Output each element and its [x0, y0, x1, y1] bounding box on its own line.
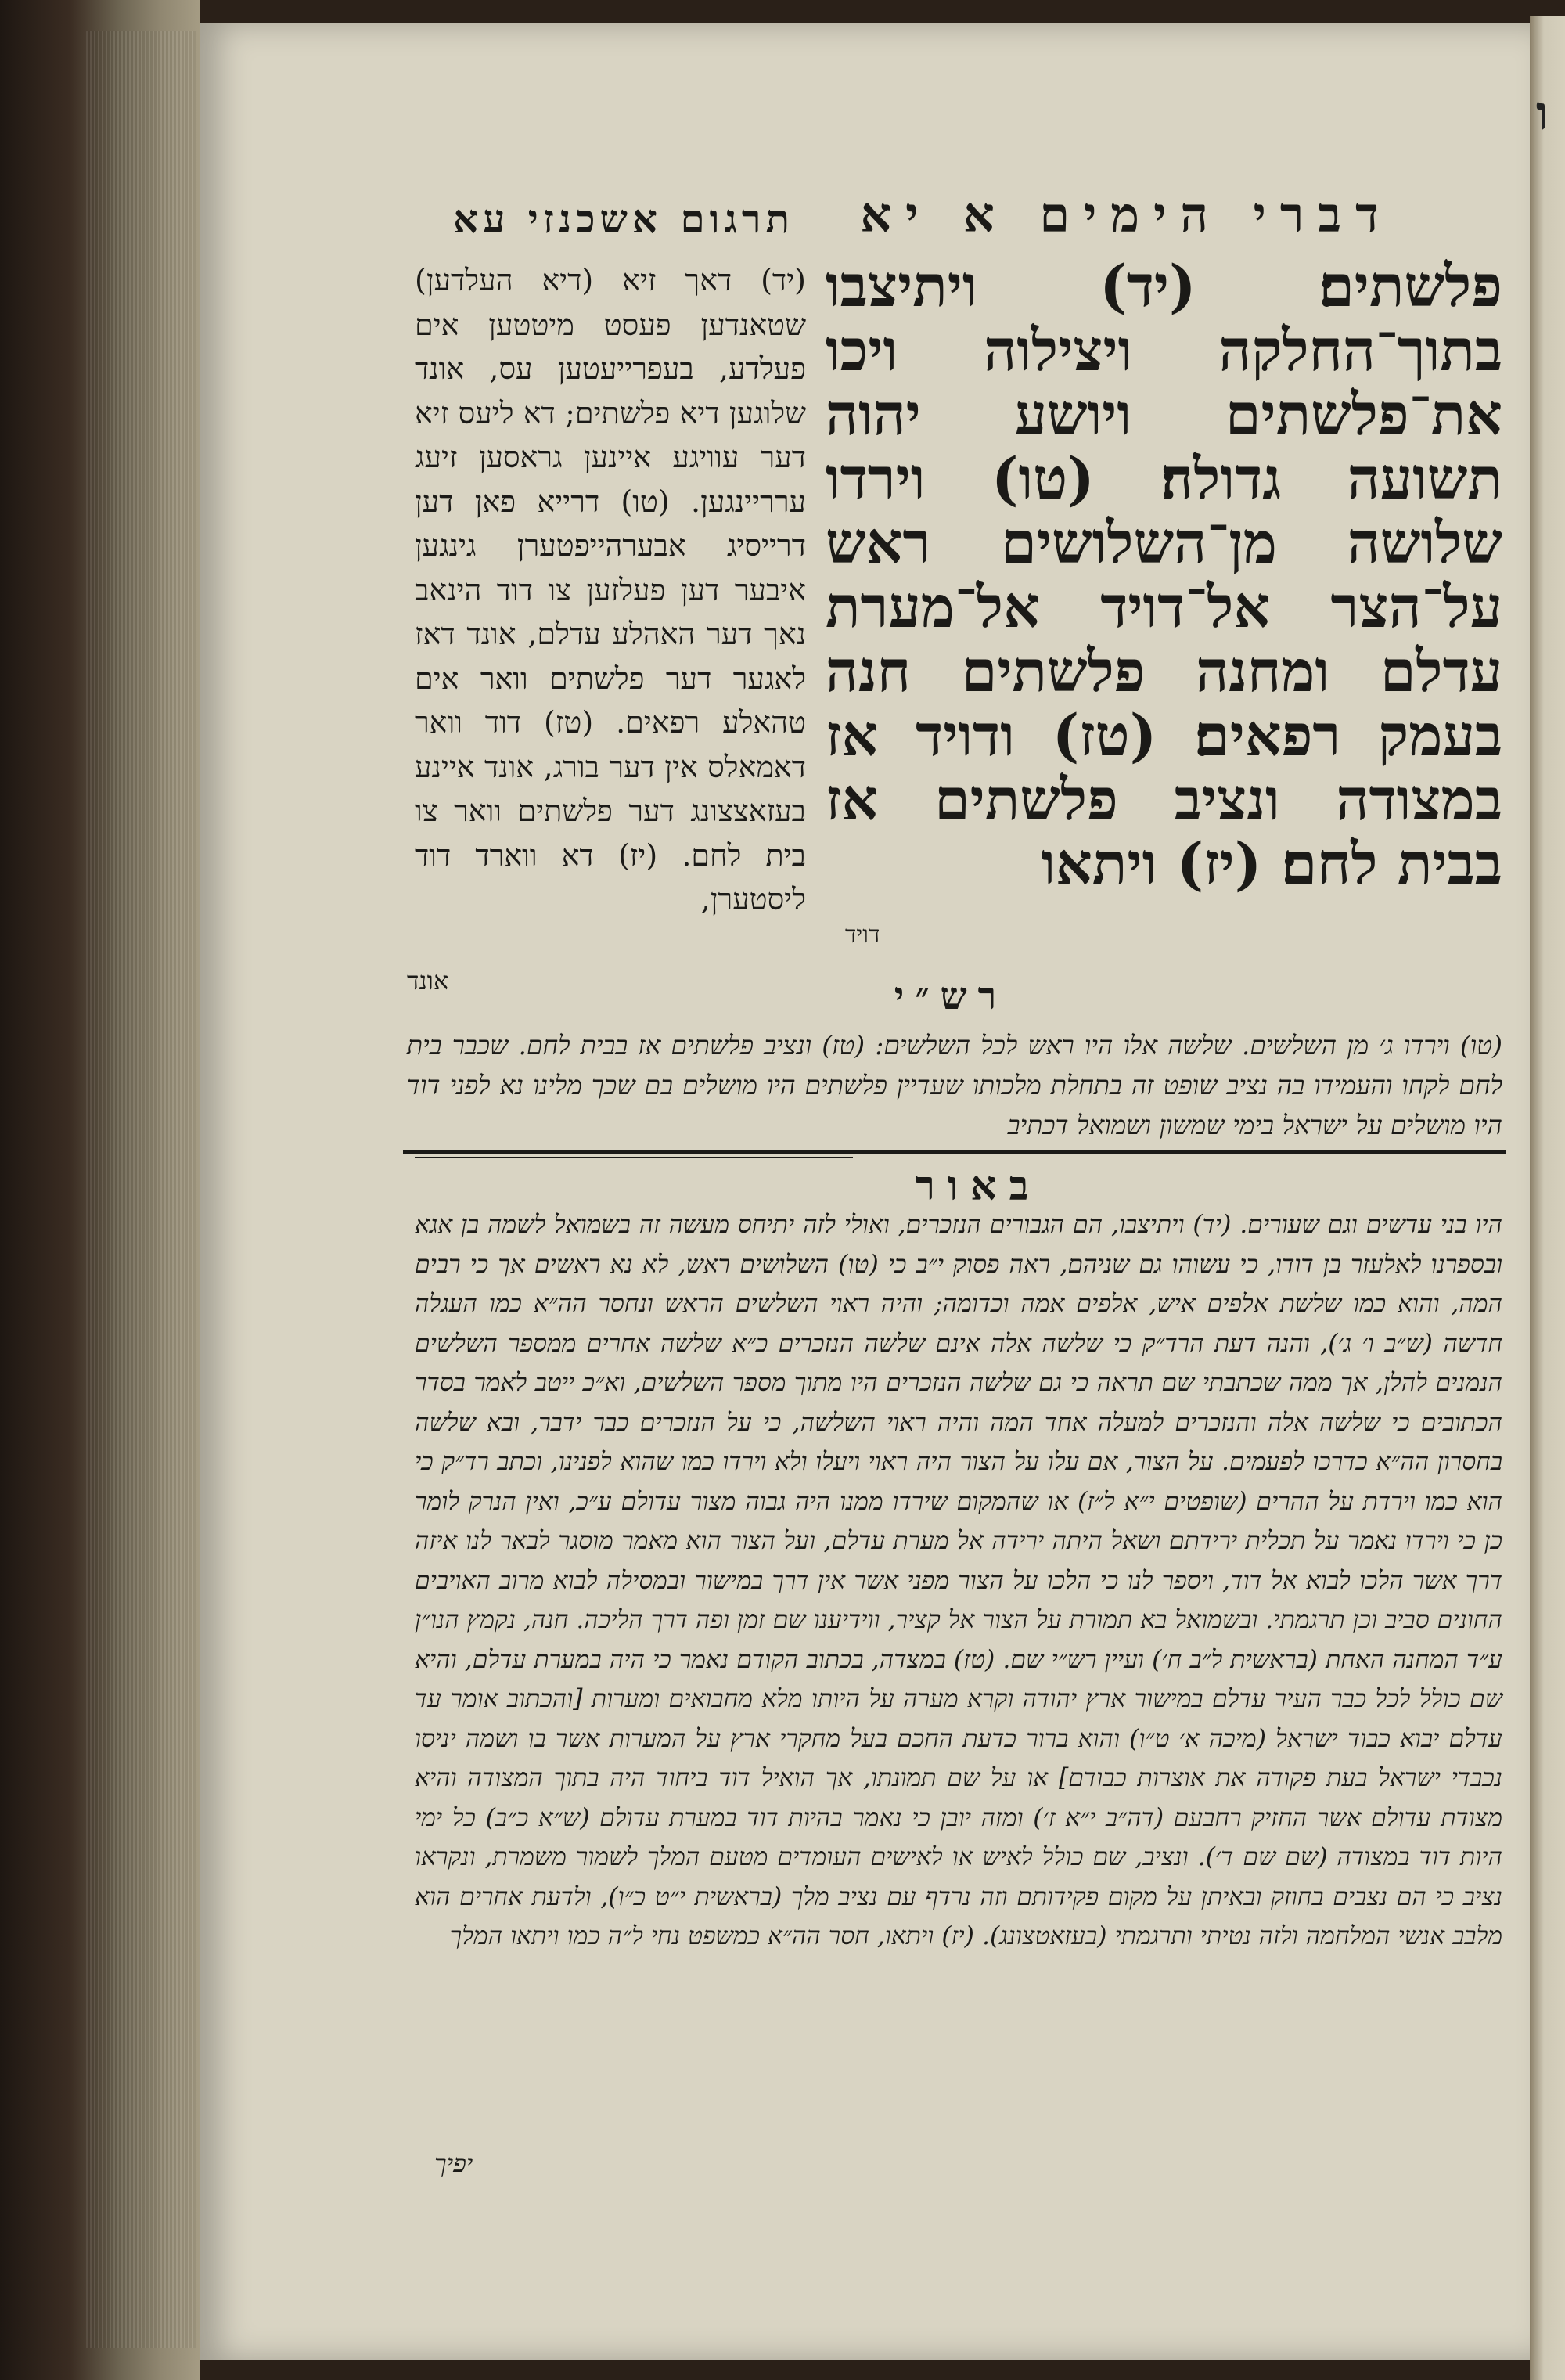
- section-divider-thin: [415, 1157, 853, 1158]
- page-header-book-title: דברי הימים א יא: [860, 186, 1393, 243]
- catchword-side: אונד: [407, 966, 449, 996]
- main-hebrew-text: פלשתים׃ (יד) ויתיצבו בתוך־החלקה ויצילוה ויכו את־פלשתים ויושע יהוה תשועה גדולה׃ (טו) וירדו שלושה מן־השלושים ראש על־הצר אל־דויד אל־מערת עדלם ומחנה פלשתים חנה בעמק רפאים׃ (טז) ודויד אז במצודה ונציב פלשתים אז בבית לחם׃ (יז) ויתאו: [826, 253, 1502, 898]
- biur-heading: באור: [915, 1162, 1042, 1210]
- book-page-edges: [0, 0, 200, 2380]
- biur-commentary: היו בני עדשים וגם שעורים. (יד) ויתיצבו, הם הגבורים הנזכרים, ואולי לזה יתיחס מעשה זה בשמואל לשמה בן אגא ובספרנו לאלעזר בן דודו, כי עשוהו גם שניהם, ראה פסוק י״ב כי (טו) השלושים ראש, לא נא ראשים אך כי רבים המה, והוא כמו שלשת אלפים איש, אלפים אמה וכדומה; והיה ראוי השלשים הראש ונחסר הה״א כמו העגלה חדשה (ש״ב ו׳ ג׳), והנה דעת הרד״ק כי שלשה אלה אינם שלשה הנזכרים כ״א שלשה אחרים ממספר השלשים הנמנים להלן, אך ממה שכתבתי שם תראה כי גם שלשה הנזכרים היו מתוך מספר השלשים, וא״כ ייטב לאמר בסדר הכתובים כי שלשה אלה והנזכרים למעלה אחד המה והיה ראוי השלשה, כי על הנזכרים כבר ידבר, ובא שלשה בחסרון הה״א כדרכו לפעמים. על הצור, אם עלו על הצור היה ראוי ויעלו ולא וירדו כמו שהוא לפנינו, וכתב רד״ק כי הוא כמו וירדת על ההרים (שופטים י״א ל״ז) או שהמקום שירדו ממנו היה גבוה מצור עדולם ע״כ, ואין הנרק לומר כן כי וירדו נאמר על תכלית ירידתם ושאל היתה ירידה אל מערת עדלם, ועל הצור הוא מאמר מוסגר לבאר לנו איזה דרך אשר הלכו לבוא אל דוד, ויספר לנו כי הלכו על הצור מפני אשר אין דרך במישור ובמסילה לבוא מרוב האויבים החונים סביב וכן תרגמתי. ובשמואל בא תמורת על הצור אל קציר, ווידיענו שם זמן ופה דרך הליכה. חנה, נקמץ הנו״ן ע״ד המחנה האחת (בראשית ל״ב ח׳) ועיין רש״י שם. (טז) במצדה, בכתוב הקודם נאמר כי היה במערת עדלם, והיא שם כולל לכל כבר העיר עדלם במישור ארץ יהודה וקרא מערה על היותו מלא מחבואים ומערות [והכתוב אומר עד עדלם יבוא כבוד ישראל (מיכה א׳ ט״ו) והוא ברור כדעת החכם בעל מחקרי ארץ על המערות אשר בו ושמה יניסו נכבדי ישראל בעת פקודה את אוצרות כבודם] או על שם תמונתו, אך הואיל דוד ביחוד היה בתוך המצודה והיא מצודת עדולם אשר החזיק רחבעם (דה״ב י״א ז׳) ומזה יובן כי נאמר בהיות דוד במערת עדולם (ש״א כ״ב) כל ימי היות דוד במצודה (שם שם ד׳). ונציב, שם כולל לאיש או לאישים העומדים מטעם המלך לשמור משמרת, ונקראו נציב כי הם נצבים בחוזק ובאיתן על מקום פקידותם וזה נרדף עם נציב מלך (בראשית י״ט כ״ו), ולדעת אחרים הוא מלבב אנשי המלחמה ולזה נטיתי ותרגמתי (בעזאטצונג). (יז) ויתאו, חסר הה״א כמשפט נחי ל״ה כמו ויתאו המלך: [415, 1211, 1502, 1950]
- german-translation-column: (יד) דאך זיא (דיא העלדען) שטאנדען פעסט מיטטען אים פעלדע, בעפרייעטען עס, אונד שלוגען דיא פלשתים; דא ליעס זיא דער עוויגע איינען גראסען זיעג ערריינגען. (טו) דרייא פאן דען דרייסיג אבערהייפטערן גינגען איבער דען פעלזען צו דוד הינאב נאך דער האהלע עדלם, אונד דאז לאגער דער פלשתים וואר אים טהאלע רפאים. (טז) דוד וואר דאמאלס אין דער בורג, אונד איינע בעזאצצונג דער פלשתים וואר צו בית לחם. (יז) דא ווארד דוד ליסטערן,: [415, 263, 806, 916]
- page-header-translation-title: תרגום אשכנזי עא: [452, 196, 794, 242]
- section-divider: [403, 1150, 1506, 1154]
- rashi-heading: רש״י: [894, 974, 1008, 1018]
- catchword-main: דויד: [845, 921, 880, 949]
- catchword-biur: יפיך: [434, 2148, 473, 2178]
- next-page-glyph: ו: [1536, 86, 1549, 141]
- rashi-commentary: (טו) וירדו ג׳ מן השלשים. שלשה אלו היו ראש לכל השלשים: (טז) ונציב פלשתים אז בבית לחם. שכבר בית לחם לקחו והעמידו בה נציב שופט זה בתחלת מלכותו שעדיין פלשתים היו מושלים בם שכך מלינו נא לפני דוד היו מושלים על ישראל בימי שמשון ושמואל דכתיב: [407, 1030, 1502, 1140]
- next-page-edge: [1530, 16, 1565, 2380]
